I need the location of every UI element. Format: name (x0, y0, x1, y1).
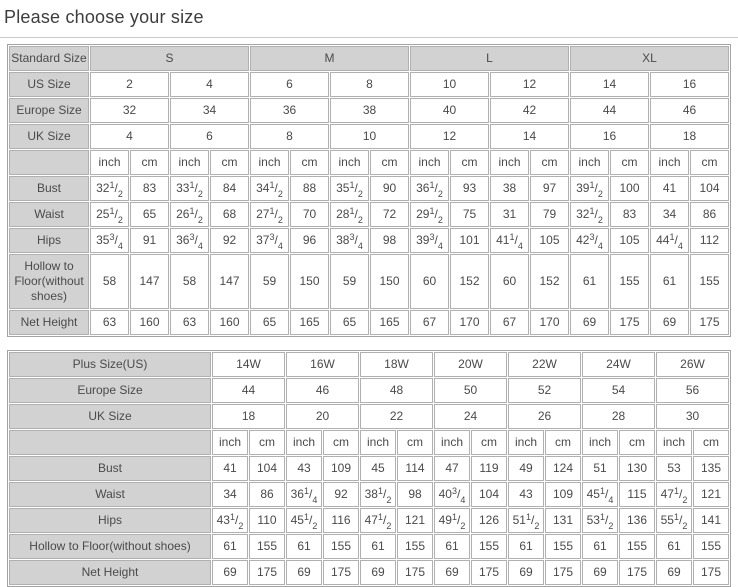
value-cell: 53 (656, 456, 692, 481)
value-cell: 165 (370, 310, 409, 335)
unit-cell: cm (370, 150, 409, 175)
value-cell: 165 (290, 310, 329, 335)
value-cell: 41 (650, 176, 689, 201)
size-cell: 52 (508, 378, 581, 403)
size-cell: 32 (90, 98, 169, 123)
value-cell: 155 (323, 534, 359, 559)
size-cell: 20 (286, 404, 359, 429)
row-label: Hips (9, 228, 89, 253)
value-cell: $41^1/_4$ (490, 228, 529, 253)
value-cell: 47 (434, 456, 470, 481)
value-cell: 65 (130, 202, 169, 227)
value-cell: 152 (530, 254, 569, 309)
size-cell: 14W (212, 352, 285, 377)
unit-cell: cm (610, 150, 649, 175)
value-cell: 175 (610, 310, 649, 335)
value-cell: $25^1/_2$ (90, 202, 129, 227)
value-cell: 61 (434, 534, 470, 559)
value-cell: 83 (130, 176, 169, 201)
value-cell: 58 (90, 254, 129, 309)
value-cell: $53^1/_2$ (582, 508, 618, 533)
size-cell: 18 (650, 124, 729, 149)
size-cell: 4 (90, 124, 169, 149)
value-cell: $37^3/_4$ (250, 228, 289, 253)
value-cell: $47^1/_2$ (360, 508, 396, 533)
unit-cell: cm (397, 430, 433, 455)
size-cell: 24W (582, 352, 655, 377)
value-cell: 100 (610, 176, 649, 201)
value-cell: $35^3/_4$ (90, 228, 129, 253)
unit-cell: inch (410, 150, 449, 175)
value-cell: 69 (360, 560, 396, 585)
size-cell: 10 (410, 72, 489, 97)
value-cell: 69 (434, 560, 470, 585)
value-cell: $36^1/_2$ (410, 176, 449, 201)
value-cell: 69 (508, 560, 544, 585)
row-label: Hollow to Floor(without shoes) (9, 254, 89, 309)
value-cell: 121 (397, 508, 433, 533)
unit-cell: inch (508, 430, 544, 455)
unit-cell: inch (330, 150, 369, 175)
value-cell: 31 (490, 202, 529, 227)
value-cell: 60 (410, 254, 449, 309)
value-cell: 155 (610, 254, 649, 309)
value-cell: 59 (250, 254, 289, 309)
value-cell: 63 (90, 310, 129, 335)
size-cell: 8 (330, 72, 409, 97)
value-cell: 61 (508, 534, 544, 559)
value-cell: $38^3/_4$ (330, 228, 369, 253)
size-cell: 34 (170, 98, 249, 123)
value-cell: $43^1/_2$ (212, 508, 248, 533)
size-cell: 26 (508, 404, 581, 429)
value-cell: 101 (450, 228, 489, 253)
value-cell: 70 (290, 202, 329, 227)
value-cell: 136 (619, 508, 655, 533)
value-cell: 104 (471, 482, 507, 507)
unit-cell: inch (434, 430, 470, 455)
row-label: Net Height (9, 560, 211, 585)
unit-cell: cm (323, 430, 359, 455)
value-cell: 141 (693, 508, 729, 533)
size-cell: XL (570, 46, 729, 71)
size-cell: 18W (360, 352, 433, 377)
row-label: UK Size (9, 124, 89, 149)
value-cell: 65 (330, 310, 369, 335)
value-cell: 34 (650, 202, 689, 227)
value-cell: 43 (286, 456, 322, 481)
row-label: Standard Size (9, 46, 89, 71)
value-cell: 105 (530, 228, 569, 253)
value-cell: 124 (545, 456, 581, 481)
value-cell: $51^1/_2$ (508, 508, 544, 533)
size-cell: 36 (250, 98, 329, 123)
row-label: Bust (9, 456, 211, 481)
size-cell: M (250, 46, 409, 71)
row-label: Europe Size (9, 98, 89, 123)
value-cell: $44^1/_4$ (650, 228, 689, 253)
value-cell: 83 (610, 202, 649, 227)
value-cell: 96 (290, 228, 329, 253)
unit-cell: inch (582, 430, 618, 455)
size-cell: 50 (434, 378, 507, 403)
value-cell: 175 (323, 560, 359, 585)
value-cell: 34 (212, 482, 248, 507)
value-cell: 170 (450, 310, 489, 335)
row-label: Hollow to Floor(without shoes) (9, 534, 211, 559)
value-cell: 91 (130, 228, 169, 253)
size-cell: 46 (650, 98, 729, 123)
value-cell: 126 (471, 508, 507, 533)
value-cell: 105 (610, 228, 649, 253)
value-cell: 93 (450, 176, 489, 201)
value-cell: 114 (397, 456, 433, 481)
value-cell: $36^3/_4$ (170, 228, 209, 253)
row-label: Net Height (9, 310, 89, 335)
size-cell: 38 (330, 98, 409, 123)
value-cell: 155 (693, 534, 729, 559)
value-cell: 160 (210, 310, 249, 335)
value-cell: 155 (545, 534, 581, 559)
value-cell: 90 (370, 176, 409, 201)
size-cell: 56 (656, 378, 729, 403)
value-cell: 175 (397, 560, 433, 585)
unit-cell: cm (619, 430, 655, 455)
value-cell: 86 (249, 482, 285, 507)
row-label: Hips (9, 508, 211, 533)
size-cell: 10 (330, 124, 409, 149)
value-cell: 41 (212, 456, 248, 481)
unit-cell: inch (212, 430, 248, 455)
value-cell: $32^1/_2$ (90, 176, 129, 201)
value-cell: 51 (582, 456, 618, 481)
size-cell: 30 (656, 404, 729, 429)
value-cell: 38 (490, 176, 529, 201)
value-cell: 109 (545, 482, 581, 507)
value-cell: 63 (170, 310, 209, 335)
value-cell: 112 (690, 228, 729, 253)
row-label (9, 150, 89, 175)
row-label: Waist (9, 202, 89, 227)
size-cell: 16 (650, 72, 729, 97)
row-label: US Size (9, 72, 89, 97)
size-cell: 12 (410, 124, 489, 149)
unit-cell: cm (545, 430, 581, 455)
value-cell: $32^1/_2$ (570, 202, 609, 227)
value-cell: 67 (490, 310, 529, 335)
unit-cell: cm (471, 430, 507, 455)
title-divider (0, 37, 738, 38)
value-cell: 69 (212, 560, 248, 585)
size-cell: 40 (410, 98, 489, 123)
size-cell: 12 (490, 72, 569, 97)
value-cell: $26^1/_2$ (170, 202, 209, 227)
size-cell: 22W (508, 352, 581, 377)
value-cell: $49^1/_2$ (434, 508, 470, 533)
size-cell: S (90, 46, 249, 71)
plus-size-table (7, 350, 731, 587)
value-cell: 131 (545, 508, 581, 533)
value-cell: $47^1/_2$ (656, 482, 692, 507)
value-cell: 104 (690, 176, 729, 201)
value-cell: $40^3/_4$ (434, 482, 470, 507)
size-cell: 22 (360, 404, 433, 429)
value-cell: 155 (690, 254, 729, 309)
unit-cell: cm (450, 150, 489, 175)
unit-cell: inch (656, 430, 692, 455)
size-cell: 8 (250, 124, 329, 149)
row-label: UK Size (9, 404, 211, 429)
value-cell: 121 (693, 482, 729, 507)
value-cell: 130 (619, 456, 655, 481)
value-cell: 69 (570, 310, 609, 335)
row-label: Bust (9, 176, 89, 201)
size-cell: 54 (582, 378, 655, 403)
value-cell: 109 (323, 456, 359, 481)
row-label: Plus Size(US) (9, 352, 211, 377)
value-cell: 110 (249, 508, 285, 533)
size-cell: 28 (582, 404, 655, 429)
row-label: Europe Size (9, 378, 211, 403)
value-cell: 152 (450, 254, 489, 309)
value-cell: 61 (286, 534, 322, 559)
value-cell: $27^1/_2$ (250, 202, 289, 227)
value-cell: $29^1/_2$ (410, 202, 449, 227)
value-cell: 67 (410, 310, 449, 335)
value-cell: 84 (210, 176, 249, 201)
value-cell: 147 (210, 254, 249, 309)
value-cell: 155 (249, 534, 285, 559)
unit-cell: cm (210, 150, 249, 175)
value-cell: 175 (690, 310, 729, 335)
value-cell: $35^1/_2$ (330, 176, 369, 201)
size-cell: 26W (656, 352, 729, 377)
value-cell: 69 (582, 560, 618, 585)
value-cell: 69 (656, 560, 692, 585)
value-cell: 155 (471, 534, 507, 559)
size-cell: 16 (570, 124, 649, 149)
value-cell: 150 (290, 254, 329, 309)
value-cell: 61 (656, 534, 692, 559)
size-cell: 18 (212, 404, 285, 429)
size-cell: 6 (250, 72, 329, 97)
unit-cell: inch (650, 150, 689, 175)
unit-cell: inch (360, 430, 396, 455)
row-label: Waist (9, 482, 211, 507)
value-cell: 150 (370, 254, 409, 309)
unit-cell: cm (290, 150, 329, 175)
size-cell: 46 (286, 378, 359, 403)
value-cell: 65 (250, 310, 289, 335)
value-cell: 61 (650, 254, 689, 309)
unit-cell: inch (90, 150, 129, 175)
value-cell: 75 (450, 202, 489, 227)
value-cell: 175 (249, 560, 285, 585)
size-cell: L (410, 46, 569, 71)
value-cell: 175 (693, 560, 729, 585)
value-cell: $34^1/_2$ (250, 176, 289, 201)
size-cell: 24 (434, 404, 507, 429)
value-cell: 97 (530, 176, 569, 201)
value-cell: 88 (290, 176, 329, 201)
value-cell: 115 (619, 482, 655, 507)
unit-cell: inch (490, 150, 529, 175)
value-cell: 69 (286, 560, 322, 585)
value-cell: 72 (370, 202, 409, 227)
value-cell: 69 (650, 310, 689, 335)
unit-cell: cm (530, 150, 569, 175)
value-cell: 98 (370, 228, 409, 253)
value-cell: $45^1/_4$ (582, 482, 618, 507)
unit-cell: inch (570, 150, 609, 175)
value-cell: 155 (397, 534, 433, 559)
value-cell: 45 (360, 456, 396, 481)
value-cell: $38^1/_2$ (360, 482, 396, 507)
value-cell: $55^1/_2$ (656, 508, 692, 533)
unit-cell: inch (286, 430, 322, 455)
value-cell: 104 (249, 456, 285, 481)
value-cell: 60 (490, 254, 529, 309)
unit-cell: cm (130, 150, 169, 175)
value-cell: $36^1/_4$ (286, 482, 322, 507)
value-cell: 61 (582, 534, 618, 559)
value-cell: 59 (330, 254, 369, 309)
size-cell: 14 (570, 72, 649, 97)
value-cell: $42^3/_4$ (570, 228, 609, 253)
value-cell: 86 (690, 202, 729, 227)
value-cell: $39^1/_2$ (570, 176, 609, 201)
unit-cell: inch (170, 150, 209, 175)
unit-cell: cm (249, 430, 285, 455)
value-cell: 175 (619, 560, 655, 585)
size-cell: 48 (360, 378, 433, 403)
value-cell: 155 (619, 534, 655, 559)
value-cell: $33^1/_2$ (170, 176, 209, 201)
value-cell: 160 (130, 310, 169, 335)
value-cell: 61 (570, 254, 609, 309)
value-cell: $39^3/_4$ (410, 228, 449, 253)
size-cell: 4 (170, 72, 249, 97)
value-cell: 61 (212, 534, 248, 559)
page-title: Please choose your size (4, 7, 204, 27)
value-cell: 98 (397, 482, 433, 507)
value-cell: 68 (210, 202, 249, 227)
unit-cell: cm (690, 150, 729, 175)
size-cell: 16W (286, 352, 359, 377)
value-cell: 119 (471, 456, 507, 481)
value-cell: $28^1/_2$ (330, 202, 369, 227)
value-cell: 175 (471, 560, 507, 585)
value-cell: 116 (323, 508, 359, 533)
value-cell: 135 (693, 456, 729, 481)
size-cell: 44 (570, 98, 649, 123)
size-cell: 42 (490, 98, 569, 123)
unit-cell: cm (693, 430, 729, 455)
size-cell: 2 (90, 72, 169, 97)
value-cell: 92 (323, 482, 359, 507)
value-cell: 49 (508, 456, 544, 481)
size-cell: 6 (170, 124, 249, 149)
value-cell: 92 (210, 228, 249, 253)
value-cell: 147 (130, 254, 169, 309)
value-cell: 175 (545, 560, 581, 585)
value-cell: 61 (360, 534, 396, 559)
value-cell: 170 (530, 310, 569, 335)
unit-cell: inch (250, 150, 289, 175)
size-cell: 20W (434, 352, 507, 377)
value-cell: 43 (508, 482, 544, 507)
value-cell: 58 (170, 254, 209, 309)
value-cell: $45^1/_2$ (286, 508, 322, 533)
value-cell: 79 (530, 202, 569, 227)
size-cell: 14 (490, 124, 569, 149)
size-cell: 44 (212, 378, 285, 403)
standard-size-table (7, 44, 731, 337)
row-label (9, 430, 211, 455)
